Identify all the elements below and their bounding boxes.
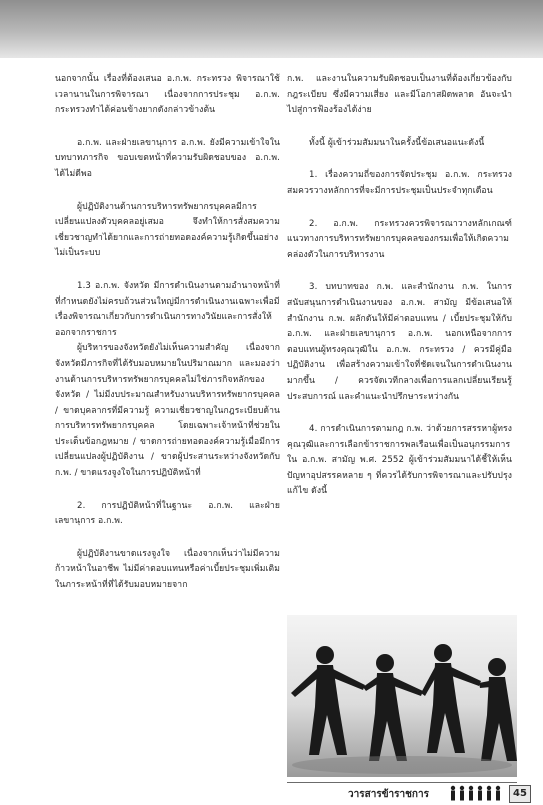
section-heading-1-3: 1.3 อ.ก.พ. จังหวัด มีการดำเนินงานตามอำนาจหน้าที่ที่กำหนดยังไม่ครบถ้วนส่วนใหญ่มีการดำเนินงานเฉพาะเพื่อมีเรื่องพิจารณาเกี่ยวกับการดำเนินการทางวินัยและการสั่งให้ออกจากราชการ <box>55 280 280 338</box>
footer-rule <box>287 782 517 783</box>
recommendation-1: 1. เรื่องความถี่ของการจัดประชุม อ.ก.พ. กระทรวง สมควรวางหลักการที่จะมีการประชุมเป็นประจำทุกเดือน <box>287 170 512 196</box>
recommendation-2: 2. อ.ก.พ. กระทรวงควรพิจารณาวางหลักเกณฑ์แนวทางการบริหารทรัพยากรบุคคลของกรมเพื่อให้เกิดความคล่องตัวในการบริหารงาน <box>287 218 512 260</box>
recommendation-3: 3. บทบาทของ ก.พ. และสำนักงาน ก.พ. ในการสนับสนุนการดำเนินงานของ อ.ก.พ. สามัญ มีข้อเสนอให้สำนักงาน ก.พ. ผลักดันให้มีค่าตอบแทน / เบี้ยประชุมให้กับ อ.ก.พ. และฝ่ายเลขานุการ อ.ก.พ. นอกเหนือจากการตอบแทนผู้ทรงคุณวุฒิใน อ.ก.พ. กระทรวง / ควรมีคู่มือปฏิบัติงาน เพื่อสร้างความเข้าใจที่ชัดเจนในการดำเนินงานมากขึ้น / ควรจัดเวทีกลางเพื่อการแลกเปลี่ยนเรียนรู้ประสบการณ์ และคำแนะนำปรึกษาระหว่างกัน <box>287 282 512 402</box>
right-column <box>287 72 512 517</box>
left-column <box>55 72 280 611</box>
paragraph: อ.ก.พ. และฝ่ายเลขานุการ อ.ก.พ. ยังมีความเข้าใจในบทบาทภารกิจ ขอบเขตหน้าที่ความรับผิดชอบของ อ.ก.พ. ได้ไม่ดีพอ <box>55 137 280 179</box>
paragraph: ผู้บริหารของจังหวัดยังไม่เห็นความสำคัญ เนื่องจากจังหวัดมีภารกิจที่ได้รับมอบหมายในปริมาณมาก และมองว่างานด้านการบริหารทรัพยากรบุคคลไม่ใช่ภารกิจหลักของจังหวัด / ไม่มีงบประมาณสำหรับงานบริหารทรัพยากรบุคคล / ขาดบุคลากรที่มีความรู้ ความเชี่ยวชาญในกฎระเบียบด้านการบริหารทรัพยากรบุคคล โดยเฉพาะเจ้าหน้าที่ช่วยในประเด็นข้อกฎหมาย / ขาดการถ่ายทอดองค์ความรู้เมื่อมีการเปลี่ยนแปลงผู้ปฏิบัติงาน / ขาดผู้ประสานระหว่างจังหวัดกับ ก.พ. / ขาดแรงจูงใจในการปฏิบัติหน้าที่ <box>55 343 280 479</box>
recommendation-4: 4. การดำเนินการตามกฎ ก.พ. ว่าด้วยการสรรหาผู้ทรงคุณวุฒิและการเลือกข้าราชการพลเรือนเพื่อเป็นอนุกรรมการใน อ.ก.พ. สามัญ พ.ศ. 2552 ผู้เข้าร่วมสัมมนาได้ชี้ให้เห็นปัญหาอุปสรรคหลาย ๆ ที่ควรได้รับการพิจารณาและปรับปรุงแก้ไข ดังนี้ <box>287 424 512 497</box>
paragraph: นอกจากนั้น เรื่องที่ต้องเสนอ อ.ก.พ. กระทรวง พิจารณาใช้เวลานานในการพิจารณา เนื่องจากการประชุม อ.ก.พ. กระทรวงทำได้ค่อนข้างยากดังกล่าวข้างต้น <box>55 74 280 116</box>
paragraph: ผู้ปฏิบัติงานขาดแรงจูงใจ เนื่องจากเห็นว่าไม่มีความก้าวหน้าในอาชีพ ไม่มีค่าตอบแทนหรือค่าเบี้ยประชุมเพิ่มเติมในภาระหน้าที่ที่ได้รับมอบหมายจาก <box>55 548 280 591</box>
page-number: 45 <box>509 785 531 803</box>
people-figures-icon <box>448 785 508 801</box>
page-header-band <box>0 0 543 58</box>
paragraph: ผู้ปฏิบัติงานด้านการบริหารทรัพยากรบุคคลมีการเปลี่ยนแปลงตัวบุคคลอยู่เสมอ จึงทำให้การสั่งสมความเชี่ยวชาญทำได้ยากและการถ่ายทอดองค์ความรู้เกิดขึ้นอย่างไม่เป็นระบบ <box>55 201 280 259</box>
page-footer <box>0 782 543 804</box>
journal-title: วารสารข้าราชการ <box>348 789 429 800</box>
paragraph: ทั้งนี้ ผู้เข้าร่วมสัมมนาในครั้งนี้ข้อเสนอแนะดังนี้ <box>309 137 485 148</box>
paper-chain-people-icon <box>287 615 517 777</box>
section-heading-2: 2. การปฏิบัติหน้าที่ในฐานะ อ.ก.พ. และฝ่ายเลขานุการ อ.ก.พ. <box>55 500 280 527</box>
paragraph: ก.พ. และงานในความรับผิดชอบเป็นงานที่ต้องเกี่ยวข้องกับกฎระเบียบ ซึ่งมีความเสี่ยง และมีโอกาสผิดพลาด อันจะนำไปสู่การฟ้องร้องได้ง่าย <box>287 74 512 116</box>
